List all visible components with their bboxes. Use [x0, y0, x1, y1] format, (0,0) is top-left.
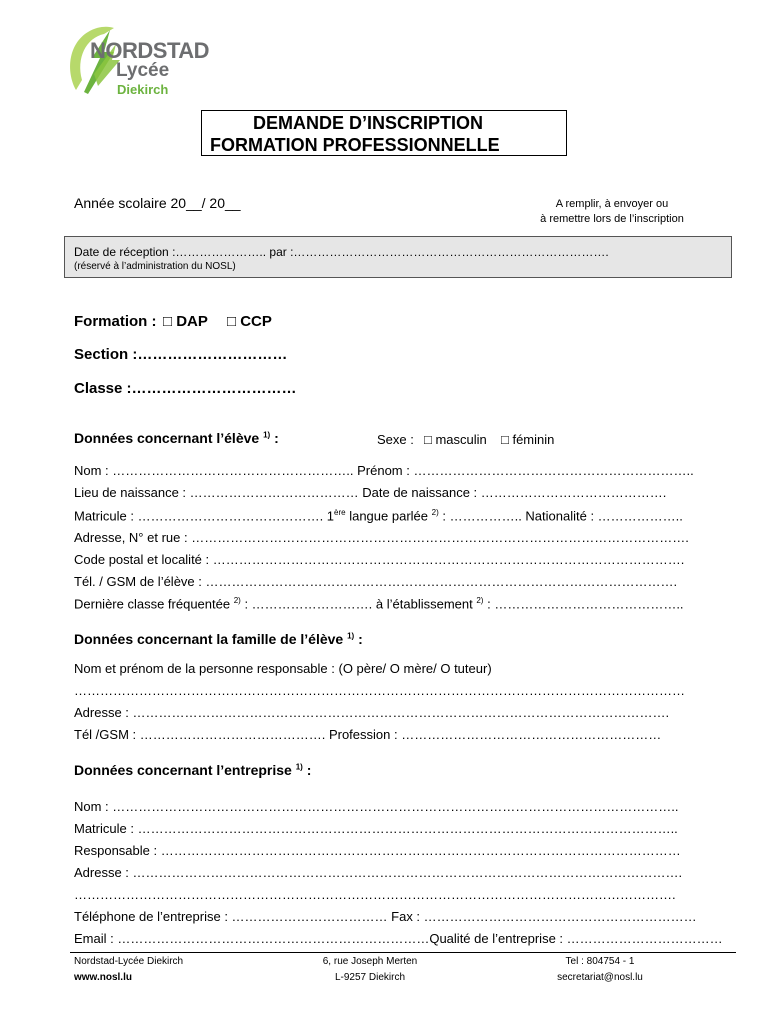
student-section-heading	[74, 430, 279, 446]
company-section-heading	[74, 762, 311, 778]
company-name-field[interactable]: Nom : …………………………………………………………………………………………………………………..	[74, 799, 679, 814]
matricule-text-a: Matricule : ……………………………………. 1	[74, 508, 335, 524]
postal-code-field[interactable]: Code postal et localité : ……………………………………………………………………………………………….	[74, 552, 685, 567]
company-heading-colon: :	[302, 762, 312, 778]
address-field[interactable]: Adresse, N° et rue : …………………………………………………………………………………………………….	[74, 530, 689, 545]
footer-email-link[interactable]: secretariat@nosl.lu	[557, 972, 643, 983]
last-class-text-a: Dernière classe fréquentée	[74, 596, 231, 612]
family-heading-text: Données concernant la famille de l’élève	[74, 631, 344, 647]
guardian-name-label: Nom et prénom de la personne responsable : (O père/ O mère/ O tuteur)	[74, 661, 492, 676]
footer-website-link[interactable]: www.nosl.lu	[74, 972, 132, 983]
sexe-masculin-checkbox[interactable]: □ masculin	[424, 432, 487, 447]
student-name-field[interactable]: Nom : ……………………………………………….. Prénom : ………………………………………………………..	[74, 463, 694, 478]
last-class-field[interactable]	[74, 596, 684, 611]
matricule-text-c: : …………….. Nationalité : ………………..	[438, 508, 683, 524]
last-class-text-c: : ……………………………………..	[483, 596, 684, 612]
company-heading-footnote: 1)	[295, 762, 303, 772]
reception-admin-note: (réservé à l’administration du NOSL)	[74, 261, 236, 272]
last-class-sup-1: 2)	[233, 596, 241, 605]
formation-ccp-checkbox[interactable]: □ CCP	[227, 313, 272, 330]
formation-label: Formation :	[74, 313, 157, 330]
school-logo	[64, 24, 210, 100]
footer-divider	[70, 952, 736, 953]
classe-field[interactable]: Classe :……………………………	[74, 380, 297, 397]
title-line-1: DEMANDE D’INSCRIPTION	[253, 113, 484, 133]
family-section-heading	[74, 631, 363, 647]
company-responsible-field[interactable]: Responsable : …………………………………………………………………………………………………………	[74, 843, 681, 858]
footer-right	[540, 954, 660, 986]
student-phone-field[interactable]: Tél. / GSM de l’élève : ……………………………………………………………………………………………….	[74, 574, 678, 589]
company-address-line-2[interactable]: ………………………………………………………………………………………………………………………….	[74, 887, 676, 902]
logo-lycee-text: Lycée	[116, 60, 170, 81]
title-line-2: FORMATION PROFESSIONNELLE	[210, 135, 500, 155]
family-heading-colon: :	[354, 631, 363, 647]
admin-reception-box	[64, 236, 732, 278]
footer-street: 6, rue Joseph Merten	[322, 956, 418, 967]
section-field[interactable]: Section :…………………………	[74, 346, 288, 363]
company-address-field[interactable]: Adresse : ……………………………………………………………………………………………………………….	[74, 865, 683, 880]
school-year-field[interactable]: Année scolaire 20__/ 20__	[74, 195, 241, 211]
last-class-text-b: : ………………………. à l’établissement	[240, 596, 473, 612]
company-phone-fax-field[interactable]: Téléphone de l’entreprise : ……………………………… Fax : ………………………………………………………	[74, 909, 697, 924]
instructions-note	[492, 197, 732, 227]
matricule-text-b: langue parlée	[345, 508, 428, 524]
footer-middle	[310, 954, 430, 986]
student-heading-footnote: 1)	[263, 430, 271, 440]
footer-phone: Tel : 804754 - 1	[565, 956, 635, 967]
family-heading-footnote: 1)	[347, 631, 355, 641]
sexe-label: Sexe :	[377, 432, 414, 447]
matricule-field[interactable]	[74, 508, 683, 523]
student-heading-colon: :	[274, 430, 279, 446]
sexe-feminin-checkbox[interactable]: □ féminin	[501, 432, 555, 447]
guardian-phone-field[interactable]: Tél /GSM : ……………………………………. Profession : ……………………………………………………	[74, 727, 662, 742]
company-heading-text: Données concernant l’entreprise	[74, 762, 292, 778]
matricule-sup-ere: ère	[334, 508, 346, 517]
company-matricule-field[interactable]: Matricule : ……………………………………………………………………………………………………………..	[74, 821, 678, 836]
formation-dap-checkbox[interactable]: □ DAP	[163, 313, 208, 330]
footer-city: L-9257 Diekirch	[334, 972, 406, 983]
reception-date-field[interactable]: Date de réception :………………….. par :…………………………………………………………………….	[74, 245, 609, 259]
company-email-field[interactable]: Email : ………………………………………………………………Qualité de l’entreprise : ………………………………	[74, 931, 723, 946]
last-class-sup-2: 2)	[476, 596, 484, 605]
student-heading-text: Données concernant l’élève	[74, 430, 260, 446]
birthplace-field[interactable]: Lieu de naissance : ………………………………… Date de naissance : …………………………………….	[74, 485, 667, 500]
footer-school-name: Nordstad-Lycée Diekirch	[74, 956, 184, 967]
logo-nordstad-text: NORDSTAD	[90, 38, 210, 63]
instructions-line-1: A remplir, à envoyer ou	[555, 198, 669, 210]
footer-left	[74, 954, 183, 986]
guardian-name-field[interactable]: ……………………………………………………………………………………………………………………………	[74, 683, 685, 698]
title-box	[201, 110, 567, 156]
logo-diekirch-text: Diekirch	[117, 82, 169, 97]
matricule-sup-2: 2)	[431, 508, 439, 517]
instructions-line-2: à remettre lors de l’inscription	[540, 213, 684, 225]
guardian-address-field[interactable]: Adresse : …………………………………………………………………………………………………………….	[74, 705, 670, 720]
